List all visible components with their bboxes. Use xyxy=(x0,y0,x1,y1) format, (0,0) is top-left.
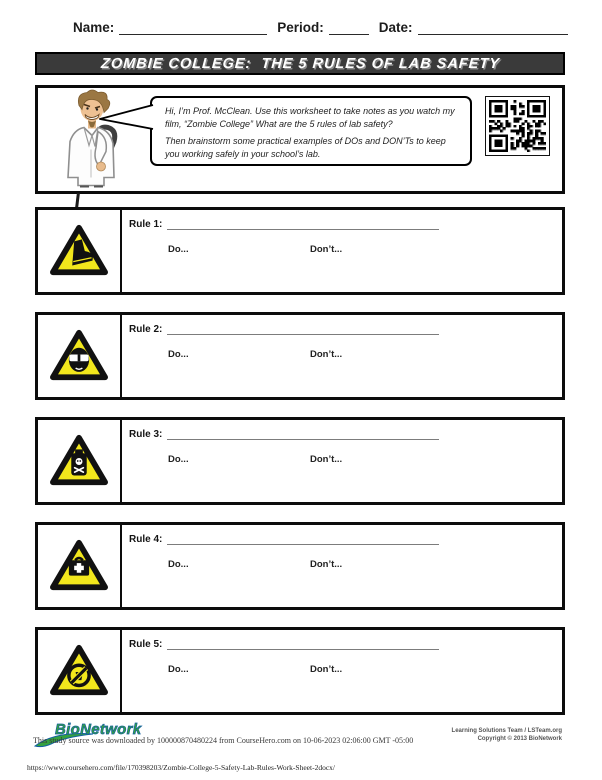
title-banner xyxy=(35,52,565,75)
speech-bubble-tail xyxy=(96,102,154,132)
rule-5-blank-line xyxy=(167,639,439,650)
rule-5-do-label: Do... xyxy=(168,664,189,675)
footer-credits xyxy=(452,727,562,743)
rule-4-blank-line xyxy=(167,534,439,545)
qr-code-canvas xyxy=(489,100,546,152)
credit-line-2: Copyright © 2013 BioNetwork xyxy=(477,736,562,742)
period-label: Period: xyxy=(277,20,324,35)
crowbar-tip xyxy=(75,193,79,208)
source-url: https://www.coursehero.com/file/170398203/Zombie-College-5-Safety-Lab-Rules-Work-Sheet-2docx/ xyxy=(27,763,335,772)
rule-1-icon-cell xyxy=(38,210,122,292)
rule-3-do-label: Do... xyxy=(168,454,189,465)
rule-1-content xyxy=(122,210,562,292)
rule-2-content xyxy=(122,315,562,397)
rule-2-do-label: Do... xyxy=(168,349,189,360)
page-title: ZOMBIE COLLEGE: THE 5 RULES OF LAB SAFETY xyxy=(100,55,500,72)
period-blank-line xyxy=(329,20,369,35)
rule-4-icon-cell xyxy=(38,525,122,607)
safety-boot-warning-icon xyxy=(48,223,110,279)
rule-2-box xyxy=(35,312,565,400)
rule-1-do-label: Do... xyxy=(168,244,189,255)
name-label: Name: xyxy=(73,20,115,35)
name-period-date-row xyxy=(73,20,568,35)
rule-4-content xyxy=(122,525,562,607)
rule-2-title-row xyxy=(129,324,439,335)
speech-bubble xyxy=(150,96,472,166)
rule-3-content xyxy=(122,420,562,502)
intro-box xyxy=(35,85,565,194)
eye-protection-warning-icon xyxy=(48,328,110,384)
date-label: Date: xyxy=(378,20,413,35)
rule-1-title-row xyxy=(129,219,439,230)
rule-2-icon-cell xyxy=(38,315,122,397)
rule-4-do-label: Do... xyxy=(168,559,189,570)
name-blank-line xyxy=(119,20,267,35)
rule-5-content xyxy=(122,630,562,712)
rule-4-box xyxy=(35,522,565,610)
rule-2-label: Rule 2: xyxy=(129,324,163,335)
speech-paragraph-1: Hi, I’m Prof. McClean. Use this worksheet to take notes as you watch my film, “Zombie College” What are the 5 rules of lab safety? xyxy=(165,106,455,129)
rule-4-dont-label: Don’t... xyxy=(310,559,343,570)
qr-code xyxy=(485,96,550,156)
rule-3-icon-cell xyxy=(38,420,122,502)
rule-5-label: Rule 5: xyxy=(129,639,163,650)
rule-5-icon-cell xyxy=(38,630,122,712)
speech-paragraph-2: Then brainstorm some practical examples of DOs and DON’Ts to keep you working safely in your school’s lab. xyxy=(165,136,446,159)
rule-4-title-row xyxy=(129,534,439,545)
rule-1-dont-label: Don’t... xyxy=(310,244,343,255)
date-blank-line xyxy=(418,20,568,35)
rule-2-dont-label: Don’t... xyxy=(310,349,343,360)
rule-5-title-row xyxy=(129,639,439,650)
rule-3-dont-label: Don’t... xyxy=(310,454,343,465)
rule-3-box xyxy=(35,417,565,505)
first-aid-warning-icon xyxy=(48,538,110,594)
rule-1-label: Rule 1: xyxy=(129,219,163,230)
credit-line-1: Learning Solutions Team / LSTeam.org xyxy=(451,728,562,734)
prohibition-warning-icon xyxy=(48,643,110,699)
rule-3-title-row xyxy=(129,429,439,440)
rule-5-dont-label: Don’t... xyxy=(310,664,343,675)
rule-3-label: Rule 3: xyxy=(129,429,163,440)
rule-1-box xyxy=(35,207,565,295)
rule-4-label: Rule 4: xyxy=(129,534,163,545)
rule-3-blank-line xyxy=(167,429,439,440)
rule-1-blank-line xyxy=(167,219,439,230)
rule-5-box xyxy=(35,627,565,715)
rule-2-blank-line xyxy=(167,324,439,335)
coursehero-watermark: This study source was downloaded by 100000870480224 from CourseHero.com on 10-06-2023 02:06:00 GMT -05:00 xyxy=(33,736,414,745)
toxic-chemical-warning-icon xyxy=(48,433,110,489)
bionetwork-logo: BioNetwork xyxy=(55,721,142,738)
